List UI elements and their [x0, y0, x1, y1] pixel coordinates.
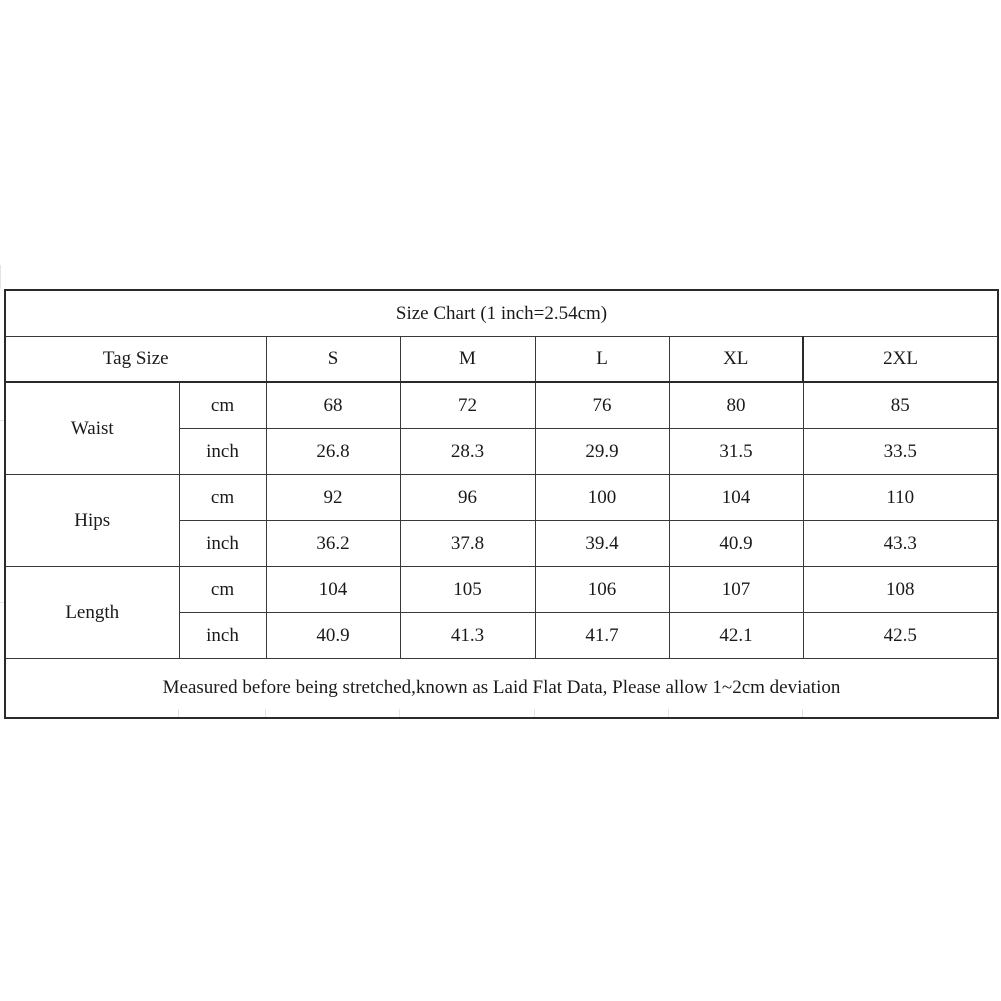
measurement-label-waist: Waist	[5, 382, 179, 475]
table-row	[5, 382, 998, 429]
unit-label: cm	[179, 567, 266, 613]
table-row	[5, 567, 998, 613]
gridline-tick	[0, 265, 1, 289]
header-row	[5, 337, 998, 383]
value-cell: 68	[266, 382, 400, 429]
value-cell: 29.9	[535, 429, 669, 475]
size-header-xl: XL	[669, 337, 803, 383]
value-cell: 31.5	[669, 429, 803, 475]
title-row	[5, 290, 998, 337]
value-cell: 76	[535, 382, 669, 429]
size-header-l: L	[535, 337, 669, 383]
value-cell: 100	[535, 475, 669, 521]
value-cell: 96	[400, 475, 535, 521]
value-cell: 41.3	[400, 613, 535, 659]
value-cell: 33.5	[803, 429, 998, 475]
value-cell: 40.9	[669, 521, 803, 567]
size-header-m: M	[400, 337, 535, 383]
value-cell: 26.8	[266, 429, 400, 475]
unit-label: cm	[179, 382, 266, 429]
value-cell: 85	[803, 382, 998, 429]
size-header-2xl: 2XL	[803, 337, 998, 383]
value-cell: 42.5	[803, 613, 998, 659]
table-title: Size Chart (1 inch=2.54cm)	[5, 290, 998, 337]
value-cell: 43.3	[803, 521, 998, 567]
measurement-label-hips: Hips	[5, 475, 179, 567]
value-cell: 106	[535, 567, 669, 613]
value-cell: 37.8	[400, 521, 535, 567]
value-cell: 107	[669, 567, 803, 613]
value-cell: 72	[400, 382, 535, 429]
size-chart-table	[4, 289, 999, 719]
value-cell: 105	[400, 567, 535, 613]
tag-size-label: Tag Size	[5, 337, 266, 383]
value-cell: 80	[669, 382, 803, 429]
size-header-s: S	[266, 337, 400, 383]
value-cell: 92	[266, 475, 400, 521]
value-cell: 110	[803, 475, 998, 521]
value-cell: 42.1	[669, 613, 803, 659]
footnote-row	[5, 659, 998, 719]
value-cell: 28.3	[400, 429, 535, 475]
value-cell: 108	[803, 567, 998, 613]
unit-label: cm	[179, 475, 266, 521]
value-cell: 39.4	[535, 521, 669, 567]
table-row	[5, 475, 998, 521]
unit-label: inch	[179, 429, 266, 475]
value-cell: 104	[266, 567, 400, 613]
value-cell: 41.7	[535, 613, 669, 659]
unit-label: inch	[179, 613, 266, 659]
measurement-label-length: Length	[5, 567, 179, 659]
unit-label: inch	[179, 521, 266, 567]
value-cell: 104	[669, 475, 803, 521]
footnote: Measured before being stretched,known as Laid Flat Data, Please allow 1~2cm deviation	[5, 659, 998, 719]
value-cell: 36.2	[266, 521, 400, 567]
value-cell: 40.9	[266, 613, 400, 659]
